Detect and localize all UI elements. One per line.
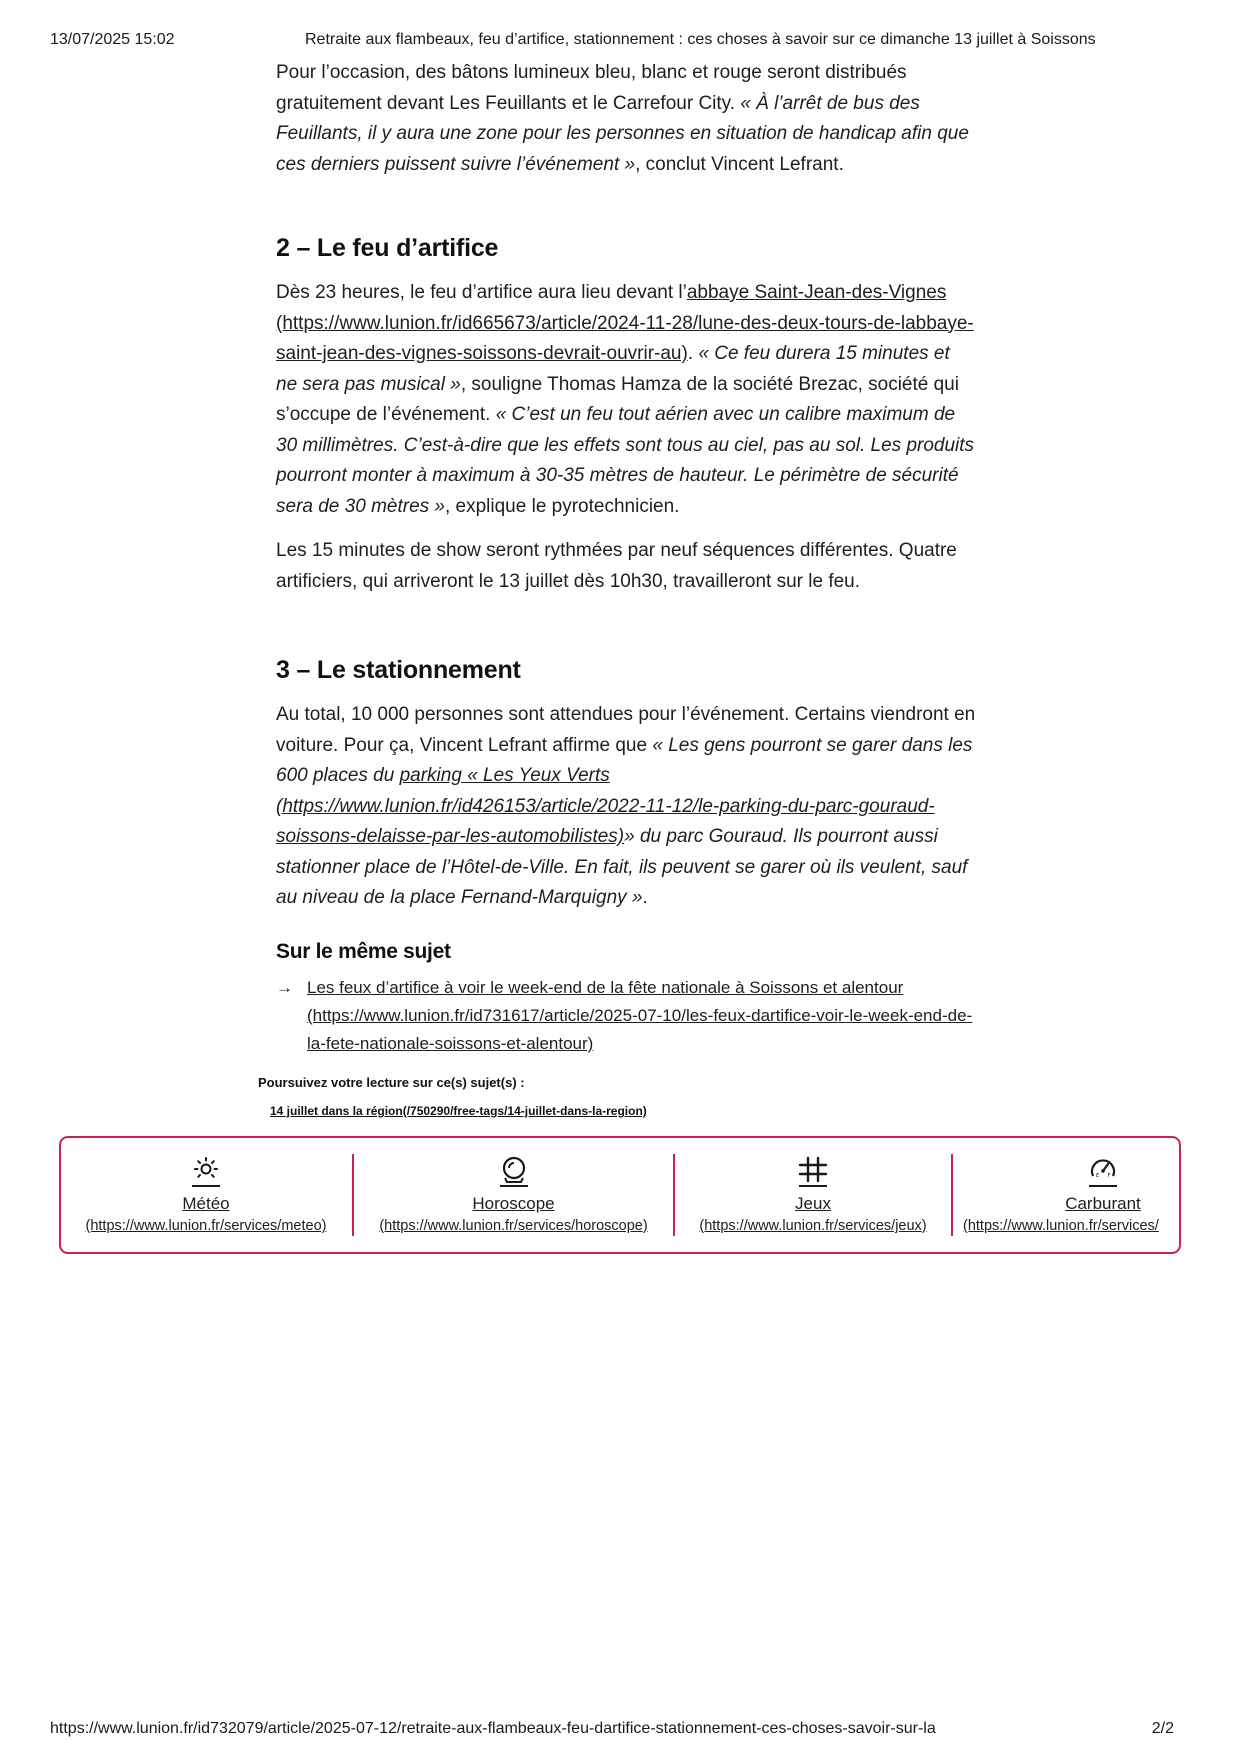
paragraph: Dès 23 heures, le feu d’artifice aura lieu devant l’abbaye Saint-Jean-des-Vignes (https://www.lunion.fr/id665673/article/2024-11-28/lune-des-deux-tours-de-labbaye-saint-jean-des-vignes-soissons-devrait-ouvrir-au). « Ce feu durera 15 minutes et ne sera pas musical », souligne Thomas Hamza de la société Brezac, société qui s’occupe de l’événement. « C’est un feu tout aérien avec un calibre maximum de 30 millimètres. C’est-à-dire que les effets sont tous au ciel, pas au sol. Les produits pourront monter à maximum à 30-35 mètres de hauteur. Le périmètre de sécurité sera de 30 mètres », explique le pyrotechnicien. xyxy=(276,282,975,517)
service-carburant[interactable] xyxy=(953,1138,1181,1252)
print-date: 13/07/2025 15:02 xyxy=(50,31,175,48)
paragraph: Pour l’occasion, des bâtons lumineux bleu, blanc et rouge seront distribués gratuitement devant Les Feuillants et le Carrefour City. « À l’arrêt de bus des Feuillants, il y aura une zone pour les personnes en situation de handicap afin que ces derniers puissent suivre l’événement », conclut Vincent Lefrant. xyxy=(276,62,969,175)
sun-icon xyxy=(189,1156,223,1188)
section-feu-artifice xyxy=(276,231,976,611)
service-name[interactable]: Jeux xyxy=(795,1194,831,1213)
quote: « Ce feu durera 15 minutes et ne sera pas musical » xyxy=(276,343,950,395)
service-meteo[interactable] xyxy=(61,1138,351,1252)
tags-block xyxy=(258,1075,978,1118)
tags-label: Poursuivez votre lecture sur ce(s) sujet(s) : xyxy=(258,1075,525,1090)
quote: « Les gens pourront se garer dans les 600 places du parking « Les Yeux Verts (https://www.lunion.fr/id426153/article/2022-11-12/le-parking-du-parc-gouraud-soissons-delaisse-par-les-automobilistes)» du parc Gouraud. Ils pourront aussi stationner place de l’Hôtel-de-Ville. En fait, ils peuvent se garer où ils veulent, sauf au niveau de la place Fernand-Marquigny » xyxy=(276,734,973,908)
services-bar xyxy=(59,1136,1181,1254)
arrow-right-icon: → xyxy=(276,978,293,997)
service-horoscope[interactable] xyxy=(354,1138,673,1252)
svg-text:F: F xyxy=(1107,1173,1111,1179)
hashtag-grid-icon xyxy=(796,1156,830,1188)
tag-item xyxy=(270,1104,978,1118)
svg-text:E: E xyxy=(1096,1173,1100,1179)
crystal-ball-icon xyxy=(497,1156,531,1188)
service-name[interactable]: Carburant xyxy=(1065,1194,1141,1213)
service-url[interactable]: (https://www.lunion.fr/services/meteo) xyxy=(85,1218,327,1234)
print-footer xyxy=(50,1720,1190,1742)
section-stationnement xyxy=(276,653,976,928)
service-jeux[interactable] xyxy=(675,1138,951,1252)
service-url[interactable]: (https://www.lunion.fr/services/jeux) xyxy=(699,1218,927,1234)
section-heading: 3 – Le stationnement xyxy=(276,656,521,684)
tag-link[interactable]: 14 juillet dans la région(/750290/free-tags/14-juillet-dans-la-region) xyxy=(270,1104,647,1118)
quote: « C’est un feu tout aérien avec un calibre maximum de 30 millimètres. C’est-à-dire que les effets sont tous au ciel, pas au sol. Les produits pourront monter à maximum à 30-35 mètres de hauteur. Le périmètre de sécurité sera de 30 mètres » xyxy=(276,404,975,517)
section-intro xyxy=(276,58,976,194)
parking-link[interactable]: parking « Les Yeux Verts (https://www.lunion.fr/id426153/article/2022-11-12/le-parking-du-parc-gouraud-soissons-delaisse-par-les-automobilistes) xyxy=(276,765,935,847)
related-heading: Sur le même sujet xyxy=(276,940,451,963)
service-name[interactable]: Météo xyxy=(182,1194,230,1213)
fuel-gauge-icon xyxy=(1086,1156,1120,1188)
section-heading: 2 – Le feu d’artifice xyxy=(276,234,499,262)
print-url: https://www.lunion.fr/id732079/article/2025-07-12/retraite-aux-flambeaux-feu-dartifice-stationnement-ces-choses-savoir-sur-la xyxy=(50,1720,936,1737)
print-title: Retraite aux flambeaux, feu d’artifice, stationnement : ces choses à savoir sur ce dimanche 13 juillet à Soissons xyxy=(305,31,1096,48)
service-url[interactable]: (https://www.lunion.fr/services/horoscope) xyxy=(379,1218,648,1234)
print-header xyxy=(50,31,1190,53)
related-articles xyxy=(276,940,976,1058)
paragraph: Les 15 minutes de show seront rythmées par neuf séquences différentes. Quatre artificiers, qui arriveront le 13 juillet dès 10h30, travailleront sur le feu. xyxy=(276,540,957,592)
page-number: 2/2 xyxy=(1151,1720,1174,1737)
abbaye-link[interactable]: abbaye Saint-Jean-des-Vignes (https://www.lunion.fr/id665673/article/2024-11-28/lune-des-deux-tours-de-labbaye-saint-jean-des-vignes-soissons-devrait-ouvrir-au) xyxy=(276,282,974,364)
quote: « À l’arrêt de bus des Feuillants, il y aura une zone pour les personnes en situation de handicap afin que ces derniers puissent suivre l’événement » xyxy=(276,92,969,175)
service-name[interactable]: Horoscope xyxy=(472,1194,555,1213)
related-link[interactable]: Les feux d’artifice à voir le week-end de la fête nationale à Soissons et alentour (https://www.lunion.fr/id731617/article/2025-07-10/les-feux-dartifice-voir-le-week-end-de-la-fete-nationale-soissons-et-alentour) xyxy=(307,978,973,1053)
related-item xyxy=(276,974,976,1058)
service-url[interactable]: (https://www.lunion.fr/services/ xyxy=(963,1218,1159,1234)
paragraph: Au total, 10 000 personnes sont attendues pour l’événement. Certains viendront en voiture. Pour ça, Vincent Lefrant affirme que « Les gens pourront se garer dans les 600 places du parking « Les Yeux Verts (https://www.lunion.fr/id426153/article/2022-11-12/le-parking-du-parc-gouraud-soissons-delaisse-par-les-automobilistes)» du parc Gouraud. Ils pourront aussi stationner place de l’Hôtel-de-Ville. En fait, ils peuvent se garer où ils veulent, sauf au niveau de la place Fernand-Marquigny ». xyxy=(276,704,976,908)
